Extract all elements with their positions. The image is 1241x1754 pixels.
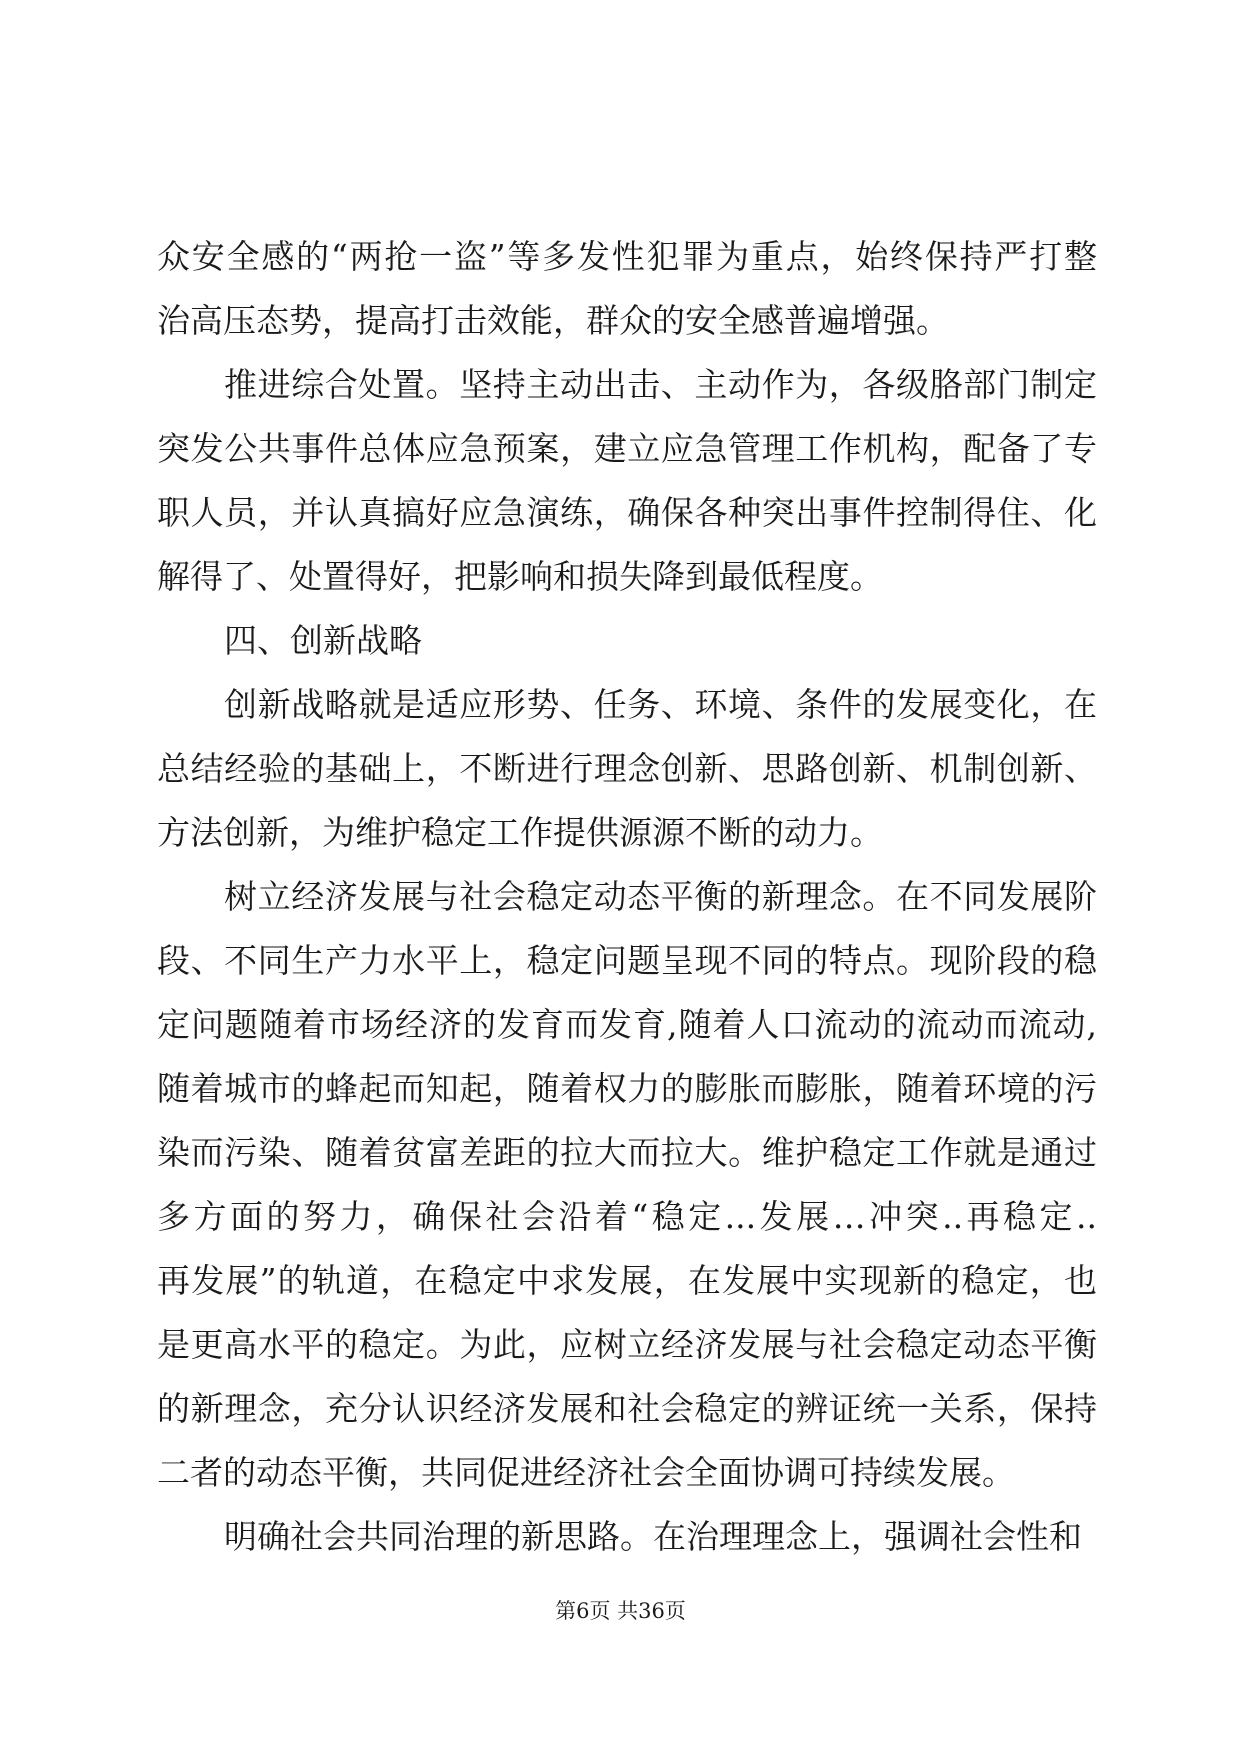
text-line: 明确社会共同治理的新思路。在治理理念上，强调社会性和 xyxy=(224,1517,1082,1556)
section-heading: 四、创新战略 xyxy=(224,621,422,660)
text-line: 的新理念，充分认识经济发展和社会稳定的辨证统一关系，保持 xyxy=(157,1389,1097,1428)
text-line: 方法创新，为维护稳定工作提供源源不断的动力。 xyxy=(157,813,883,852)
text-line: 二者的动态平衡，共同促进经济社会全面协调可持续发展。 xyxy=(157,1453,1015,1492)
text-line: 染而污染、随着贫富差距的拉大而拉大。维护稳定工作就是通过 xyxy=(157,1133,1097,1172)
page-footer: 第6页 共36页 xyxy=(555,1599,686,1623)
text-line: 职人员，并认真搞好应急演练，确保各种突出事件控制得住、化 xyxy=(157,493,1097,532)
text-line: 再发展”的轨道，在稳定中求发展，在发展中实现新的稳定，也 xyxy=(157,1261,1097,1300)
text-line: 定问题随着市场经济的发育而发育,随着人口流动的流动而流动, xyxy=(157,1005,1097,1044)
text-line: 治高压态势，提高打击效能，群众的安全感普遍增强。 xyxy=(157,301,949,340)
text-line: 树立经济发展与社会稳定动态平衡的新理念。在不同发展阶 xyxy=(224,877,1097,916)
text-line: 总结经验的基础上，不断进行理念创新、思路创新、机制创新、 xyxy=(157,749,1097,788)
text-line: 众安全感的“两抢一盗”等多发性犯罪为重点，始终保持严打整 xyxy=(157,237,1097,276)
text-line: 创新战略就是适应形势、任务、环境、条件的发展变化，在 xyxy=(224,685,1097,724)
text-line: 解得了、处置得好，把影响和损失降到最低程度。 xyxy=(157,557,883,596)
text-line: 推进综合处置。坚持主动出击、主动作为，各级胳部门制定 xyxy=(224,365,1097,404)
text-line: 随着城市的蜂起而知起，随着权力的膨胀而膨胀，随着环境的污 xyxy=(157,1069,1097,1108)
text-line: 突发公共事件总体应急预案，建立应急管理工作机构，配备了专 xyxy=(157,429,1097,468)
body-text xyxy=(157,225,1097,1569)
text-line: 是更高水平的稳定。为此，应树立经济发展与社会稳定动态平衡 xyxy=(157,1325,1097,1364)
text-line: 段、不同生产力水平上，稳定问题呈现不同的特点。现阶段的稳 xyxy=(157,941,1097,980)
text-line: 多方面的努力，确保社会沿着“稳定...发展…冲突..再稳定.. xyxy=(157,1197,1097,1236)
